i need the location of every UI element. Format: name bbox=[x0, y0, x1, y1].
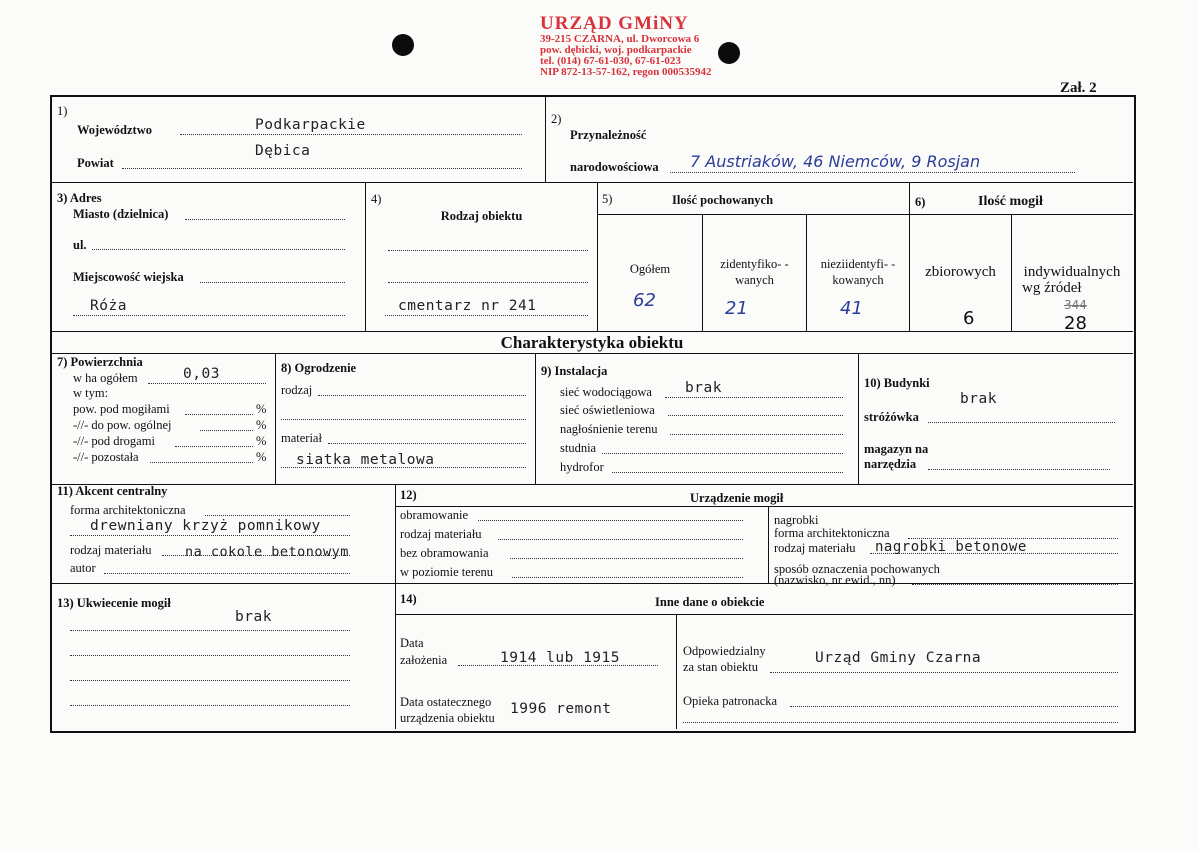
county-label: Powiat bbox=[77, 156, 114, 170]
central-form-value: drewniany krzyż pomnikowy bbox=[90, 518, 321, 534]
section-heading: Charakterystyka obiektu bbox=[500, 333, 684, 352]
graves-individual-value: 28 bbox=[1064, 313, 1087, 334]
annex-label: Zał. 2 bbox=[1060, 80, 1097, 96]
buried-unidentified-value: 41 bbox=[840, 298, 863, 319]
graves-collective-value: 6 bbox=[963, 308, 975, 329]
voivodeship-value: Podkarpackie bbox=[255, 117, 366, 133]
last-arrangement-value: 1996 remont bbox=[510, 701, 612, 717]
county-value: Dębica bbox=[255, 143, 311, 159]
punch-hole-left bbox=[392, 34, 414, 56]
voivodeship-label: Województwo bbox=[77, 123, 152, 137]
guardhouse-value: brak bbox=[960, 391, 997, 407]
flowers-value: brak bbox=[235, 609, 272, 625]
responsible-value: Urząd Gminy Czarna bbox=[815, 650, 982, 666]
punch-hole-right bbox=[718, 42, 740, 64]
area-total-value: 0,03 bbox=[183, 366, 220, 382]
buried-total-value: 62 bbox=[633, 290, 656, 311]
buried-identified-value: 21 bbox=[725, 298, 748, 319]
founding-date-value: 1914 lub 1915 bbox=[500, 650, 620, 666]
office-stamp: URZĄD GMiNY 39-215 CZARNA, ul. Dworcowa 6 pow. dębicki, woj. podkarpackie tel. (014) 67-61-030, 67-61-023 NIP 872-13-57-162, regon 000535942 bbox=[540, 13, 712, 78]
fence-material-value: siatka metalowa bbox=[296, 452, 435, 468]
village-value: Róża bbox=[90, 298, 127, 314]
central-material-value: na cokole betonowym bbox=[185, 544, 349, 560]
object-type-value: cmentarz nr 241 bbox=[398, 298, 537, 314]
tombstone-material-value: nagrobki betonowe bbox=[875, 539, 1027, 555]
nationality-value: 7 Austriaków, 46 Niemców, 9 Rosjan bbox=[690, 152, 981, 171]
water-supply-value: brak bbox=[685, 380, 722, 396]
